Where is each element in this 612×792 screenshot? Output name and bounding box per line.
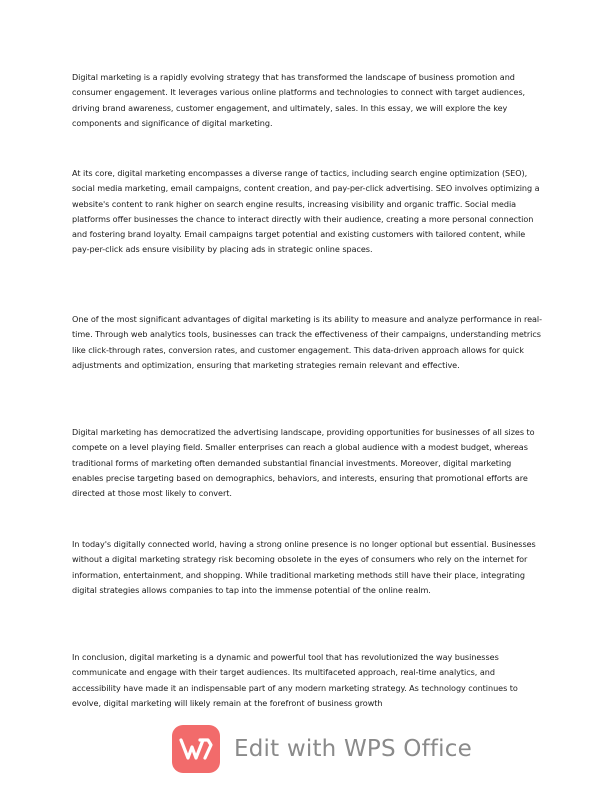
wps-logo-icon — [172, 725, 220, 773]
paragraph-tactics: At its core, digital marketing encompasses a diverse range of tactics, including search engine optimization (SEO), social media marketing, email campaigns, content creation, and pay-per-click advertising. SEO involves optimizing a website's content to rank higher on search engine results, increasing visibility and organic traffic. Social media platforms offer businesses the chance to interact directly with their audience, creating a more personal connection and fostering brand loyalty. Email campaigns target potential and existing customers with tailored content, while pay-per-click ads ensure visibility by placing ads in strategic online spaces. — [72, 168, 540, 255]
paragraph-analytics: One of the most significant advantages of digital marketing is its ability to measure and analyze performance in real-time. Through web analytics tools, businesses can track the effectiveness of their campaigns, understanding metrics like click-through rates, conversion rates, and customer engagement. This data-driven approach allows for quick adjustments and optimization, ensuring that marketing strategies remain relevant and effective. — [72, 314, 542, 370]
paragraph-online-presence: In today's digitally connected world, having a strong online presence is no longer optional but essential. Businesses without a digital marketing strategy risk becoming obsolete in the eyes of consumers who rely on the internet for information, entertainment, and shopping. While traditional marketing methods still have their place, integrating digital strategies allows companies to tap into the immense potential of the online realm. — [72, 539, 536, 595]
paragraph-democratization: Digital marketing has democratized the advertising landscape, providing opportunities for businesses of all sizes to compete on a level playing field. Smaller enterprises can reach a global audience with a modest budget, whereas traditional forms of marketing often demanded substantial financial investments. Moreover, digital marketing enables precise targeting based on demographics, behaviors, and interests, ensuring that promotional efforts are directed at those most likely to convert. — [72, 427, 535, 499]
wps-logo-mark — [179, 736, 213, 762]
watermark-text: Edit with WPS Office — [234, 736, 472, 762]
paragraph-conclusion: In conclusion, digital marketing is a dynamic and powerful tool that has revolutionized the way businesses communicate and engage with their target audiences. Its multifaceted approach, real-time analytics, and accessibility have made it an indispensable part of any modern marketing strategy. As technology continues to evolve, digital marketing will likely remain at the forefront of business growth — [72, 652, 518, 708]
wps-watermark — [172, 724, 472, 774]
paragraph-intro: Digital marketing is a rapidly evolving strategy that has transformed the landscape of business promotion and consumer engagement. It leverages various online platforms and technologies to connect with target audiences, driving brand awareness, customer engagement, and ultimately, sales. In this essay, we will explore the key components and significance of digital marketing. — [72, 72, 526, 128]
